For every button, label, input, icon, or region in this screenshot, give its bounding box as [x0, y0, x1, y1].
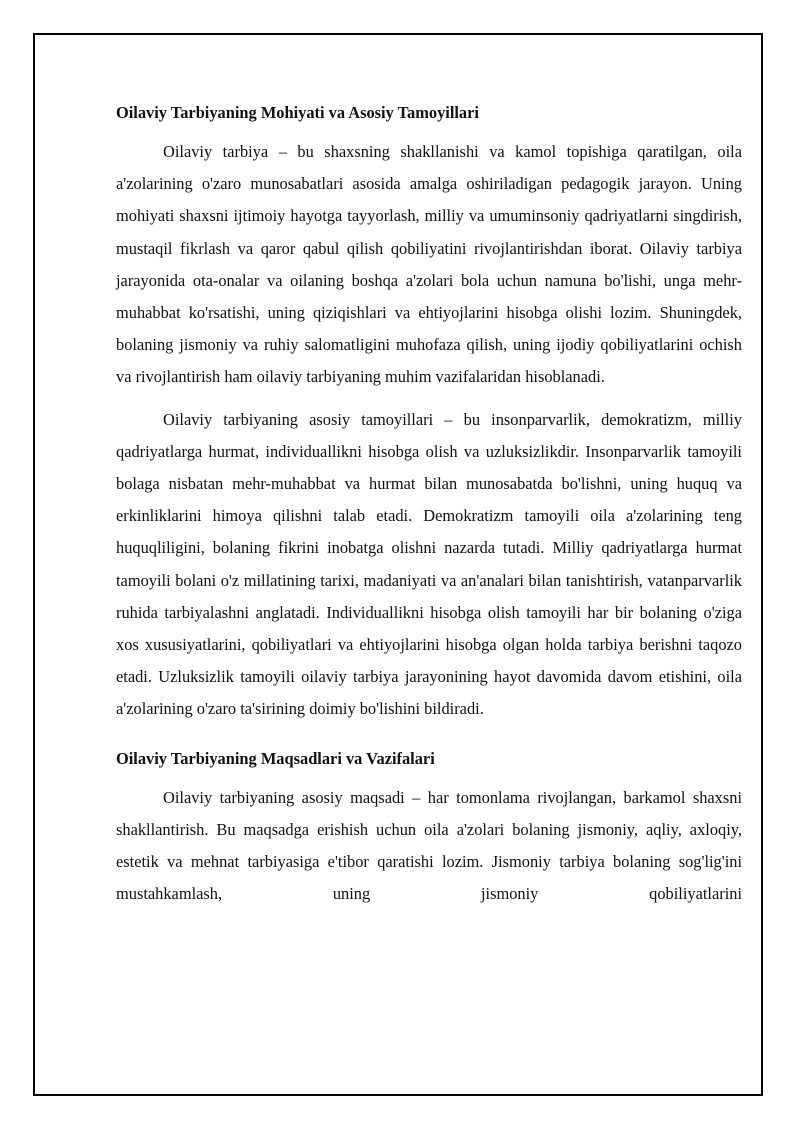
paragraph: Oilaviy tarbiyaning asosiy tamoyillari – bu insonparvarlik, demokratizm, milliy qadriyatlarga hurmat, individuallikni hisobga olish va uzluksizlikdir. Insonparvarlik tamoyili bolaga nisbatan mehr-muhabbat va hurmat bilan munosabatda bo'lishni, uning huquq va erkinliklarini himoya qilishni talab etadi. Demokratizm tamoyili oila a'zolarining teng huquqliligini, bolaning fikrini inobatga olishni nazarda tutadi. Milliy qadriyatlarga hurmat tamoyili bolani o'z millatining tarixi, madaniyati va an'analari bilan tanishtirish, vatanparvarlik ruhida tarbiyalashni anglatadi. Individuallikni hisobga olish tamoyili har bir bolaning o'ziga xos xususiyatlarini, qobiliyatlari va ehtiyojlarini hisobga olgan holda tarbiya berishni taqozo etadi. Uzluksizlik tamoyili oilaviy tarbiya jarayonining hayot davomida davom etishini, oila a'zolarining o'zaro ta'sirining doimiy bo'lishini bildiradi. [116, 409, 742, 719]
paragraph: Oilaviy tarbiya – bu shaxsning shakllanishi va kamol topishiga qaratilgan, oila a'zolarining o'zaro munosabatlari asosida amalga oshiriladigan pedagogik jarayon. Uning mohiyati shaxsni ijtimoiy hayotga tayyorlash, milliy va umuminsoniy qadriyatlarni singdirish, mustaqil fikrlash va qaror qabul qilish qobiliyatini rivojlantirishdan iborat. Oilaviy tarbiya jarayonida ota-onalar va oilaning boshqa a'zolari bola uchun namuna bo'lishi, unga mehr-muhabbat ko'rsatishi, uning qiziqishlari va ehtiyojlarini hisobga olishi lozim. Shuningdek, bolaning jismoniy va ruhiy salomatligini muhofaza qilish, uning ijodiy qobiliyatlarini ochish va rivojlantirish ham oilaviy tarbiyaning muhim vazifalaridan hisoblanadi. [116, 142, 742, 387]
section-heading: Oilaviy Tarbiyaning Mohiyati va Asosiy Tamoyillari [116, 103, 479, 122]
document-body [116, 98, 742, 910]
section-heading: Oilaviy Tarbiyaning Maqsadlari va Vazifalari [116, 748, 435, 768]
paragraph: Oilaviy tarbiyaning asosiy maqsadi – har tomonlama rivojlangan, barkamol shaxsni shakllantirish. Bu maqsadga erishish uchun oila a'zolari bolaning jismoniy, aqliy, axloqiy, estetik va mehnat tarbiyasiga e'tibor qaratishi lozim. Jismoniy tarbiya bolaning sog'lig'ini mustahkamlash, uning jismoniy qobiliyatlarini [116, 787, 742, 904]
